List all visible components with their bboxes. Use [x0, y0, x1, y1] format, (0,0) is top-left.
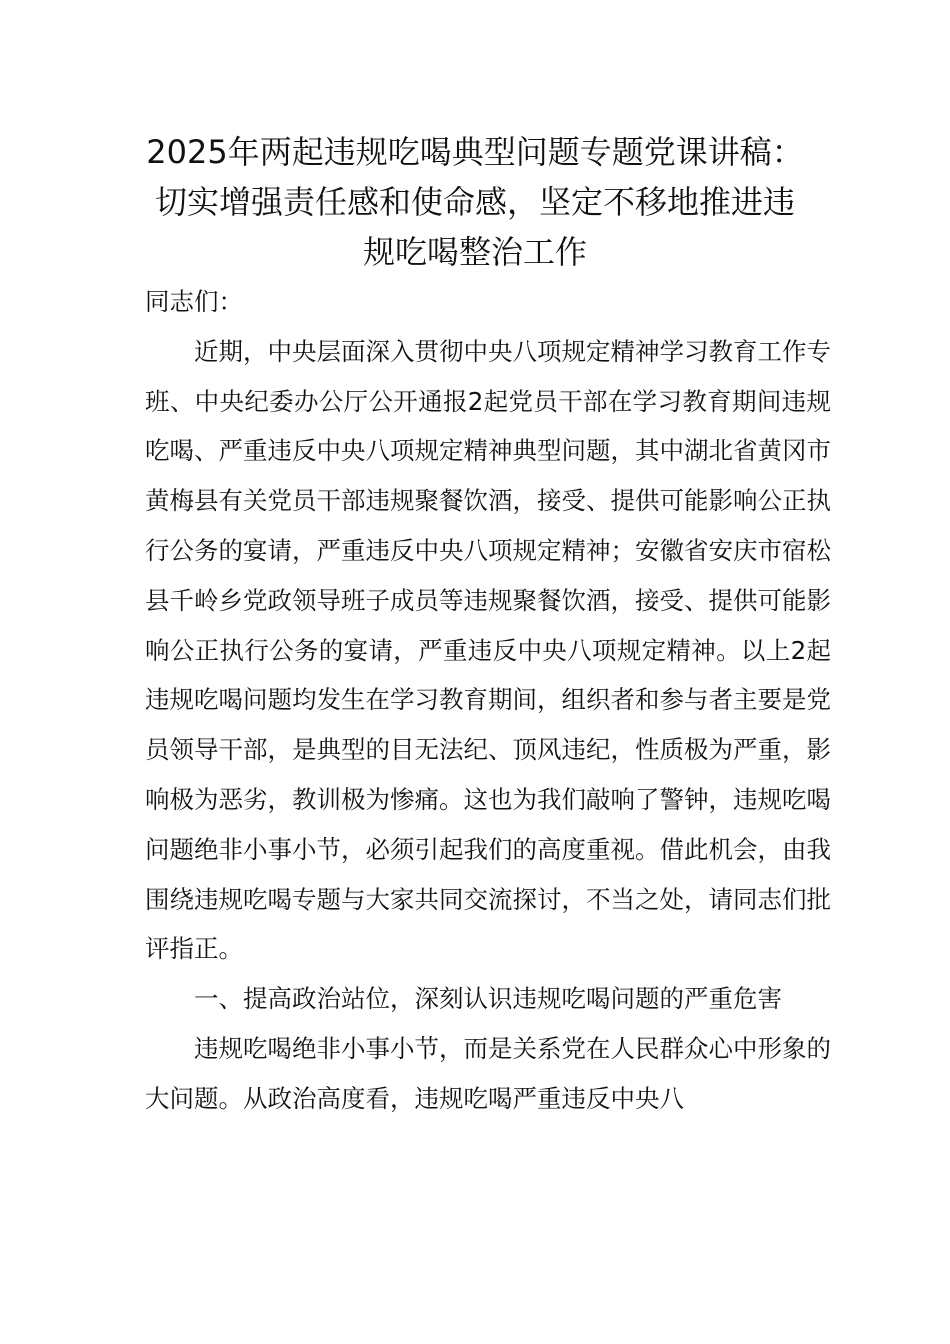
- salutation: 同志们：: [145, 287, 243, 316]
- body-paragraph: 近期，中央层面深入贯彻中央八项规定精神学习教育工作专班、中央纪委办公厅公开通报2起党员干部在学习教育期间违规吃喝、严重违反中央八项规定精神典型问题，其中湖北省黄冈市黄梅县有关党员干部违规聚餐饮酒，接受、提供可能影响公正执行公务的宴请，严重违反中央八项规定精神；安徽省安庆市宿松县千岭乡党政领导班子成员等违规聚餐饮酒，接受、提供可能影响公正执行公务的宴请，严重违反中央八项规定精神。以上2起违规吃喝问题均发生在学习教育期间，组织者和参与者主要是党员领导干部，是典型的目无法纪、顶风违纪，性质极为严重，影响极为恶劣，教训极为惨痛。这也为我们敲响了警钟，违规吃喝问题绝非小事小节，必须引起我们的高度重视。借此机会，由我围绕违规吃喝专题与大家共同交流探讨，不当之处，请同志们批评指正。: [145, 336, 831, 964]
- body-paragraph: 违规吃喝绝非小事小节，而是关系党在人民群众心中形象的大问题。从政治高度看，违规吃喝严重违反中央八: [145, 1033, 831, 1113]
- document-body: [145, 277, 831, 1124]
- section-heading: 一、提高政治站位，深刻认识违规吃喝问题的严重危害: [194, 984, 782, 1014]
- document-title: 2025年两起违规吃喝典型问题专题党课讲稿：切实增强责任感和使命感，坚定不移地推进违规吃喝整治工作: [146, 133, 804, 271]
